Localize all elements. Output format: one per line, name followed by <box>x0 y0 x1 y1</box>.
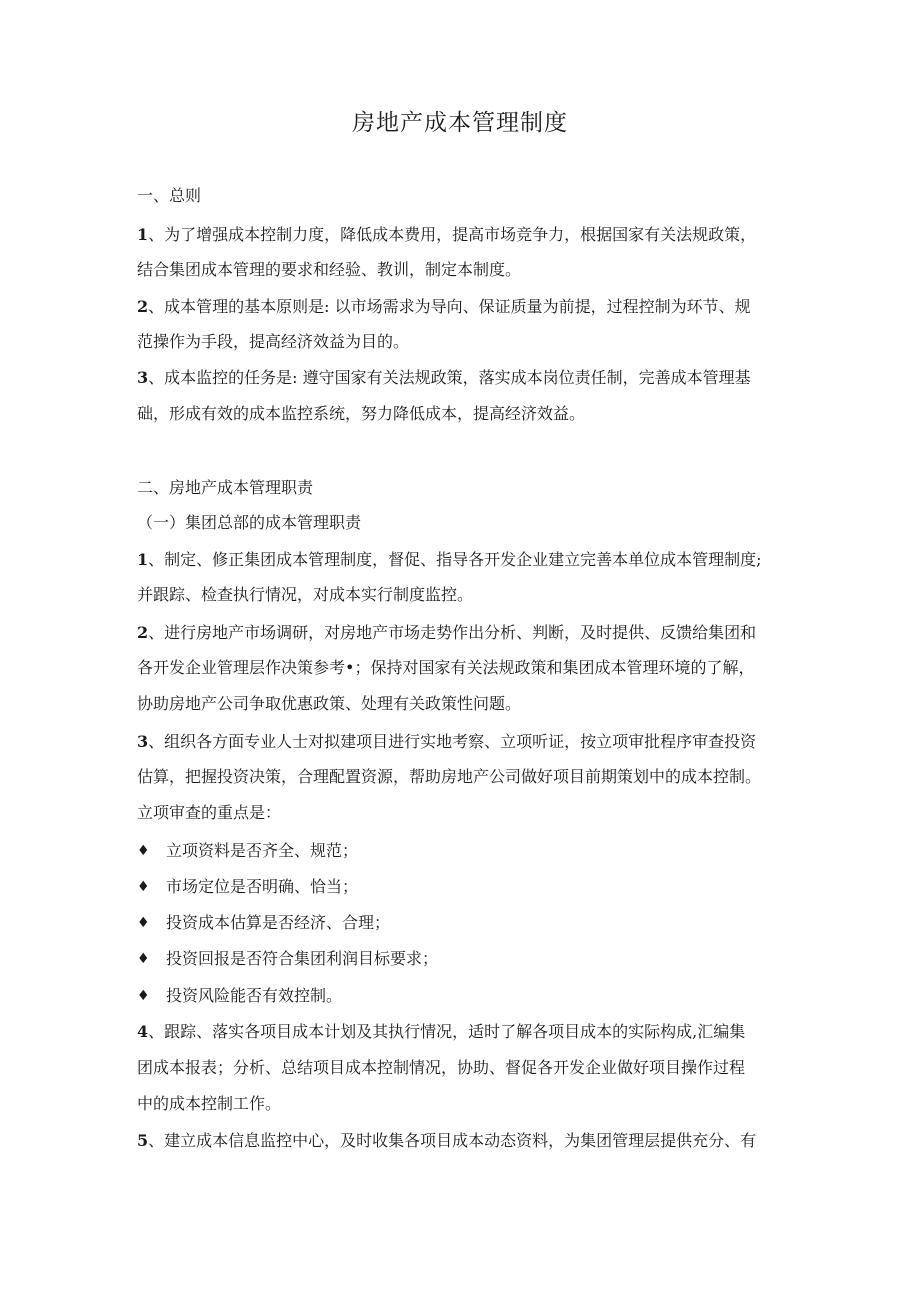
paragraph-text: 、组织各方面专业人士对拟建项目进行实地考察、立项听证，按立项审批程序审查投资 <box>148 732 757 751</box>
document-title: 房地产成本管理制度 <box>352 110 568 136</box>
paragraph-line <box>137 732 756 752</box>
paragraph-text: 、为了增强成本控制力度，降低成本费用，提高市场竞争力，根据国家有关法规政策， <box>148 225 757 244</box>
paragraph-text: 、建立成本信息监控中心，及时收集各项目成本动态资料，为集团管理层提供充分、有 <box>148 1131 757 1150</box>
paragraph-line: 中的成本控制工作。 <box>137 1094 282 1113</box>
paragraph-number: 4 <box>137 1022 149 1041</box>
paragraph-line: 结合集团成本管理的要求和经验、教训，制定本制度。 <box>137 260 522 279</box>
list-item: 投资风险能否有效控制。 <box>166 986 343 1005</box>
list-item: 市场定位是否明确、恰当； <box>166 877 359 896</box>
paragraph-text: 、进行房地产市场调研，对房地产市场走势作出分析、判断，及时提供、反馈给集团和 <box>148 623 757 642</box>
list-item: 立项资料是否齐全、规范； <box>166 841 359 860</box>
paragraph-line <box>137 1022 745 1042</box>
diamond-bullet-icon: ♦ <box>137 988 150 1004</box>
paragraph-number: 2 <box>137 623 149 642</box>
paragraph-number: 1 <box>137 550 149 569</box>
paragraph-text: 、跟踪、落实各项目成本计划及其执行情况，适时了解各项目成本的实际构成,汇编集 <box>148 1022 746 1041</box>
paragraph-line: 范操作为手段，提高经济效益为目的。 <box>137 332 410 351</box>
paragraph-text: 、成本监控的任务是: 遵守国家有关法规政策，落实成本岗位责任制，完善成本管理基 <box>148 368 751 387</box>
paragraph-number: 1 <box>137 225 149 244</box>
paragraph-number: 2 <box>137 297 149 316</box>
paragraph-line <box>137 297 751 317</box>
paragraph-line <box>137 368 751 388</box>
paragraph-number: 3 <box>137 368 149 387</box>
diamond-bullet-icon: ♦ <box>137 915 150 931</box>
diamond-bullet-icon: ♦ <box>137 843 150 859</box>
list-item: 投资回报是否符合集团利润目标要求； <box>166 949 439 968</box>
paragraph-line <box>137 623 756 643</box>
paragraph-line: 立项审查的重点是： <box>137 803 282 822</box>
paragraph-number: 5 <box>137 1131 149 1150</box>
diamond-bullet-icon: ♦ <box>137 879 150 895</box>
list-item: 投资成本估算是否经济、合理； <box>166 913 391 932</box>
section-heading: 一、总则 <box>137 186 202 205</box>
paragraph-line: 各开发企业管理层作决策参考•；保持对国家有关法规政策和集团成本管理环境的了解， <box>137 658 755 677</box>
paragraph-line: 并跟踪、检查执行情况，对成本实行制度监控。 <box>137 585 474 604</box>
paragraph-line: 础，形成有效的成本监控系统，努力降低成本，提高经济效益。 <box>137 404 586 423</box>
paragraph-text: 、制定、修正集团成本管理制度，督促、指导各开发企业建立完善本单位成本管理制度; <box>148 550 762 569</box>
paragraph-line: 协助房地产公司争取优惠政策、处理有关政策性问题。 <box>137 694 522 713</box>
paragraph-line <box>137 225 756 245</box>
paragraph-line: 团成本报表；分析、总结项目成本控制情况，协助、督促各开发企业做好项目操作过程 <box>137 1058 746 1077</box>
section-heading: 二、房地产成本管理职责 <box>137 478 314 497</box>
paragraph-line: 估算，把握投资决策，合理配置资源，帮助房地产公司做好项目前期策划中的成本控制。 <box>137 767 762 786</box>
subsection-heading: （一）集团总部的成本管理职责 <box>137 513 362 532</box>
diamond-bullet-icon: ♦ <box>137 951 150 967</box>
paragraph-line <box>137 550 762 570</box>
paragraph-number: 3 <box>137 732 149 751</box>
paragraph-line <box>137 1131 756 1151</box>
paragraph-text: 、成本管理的基本原则是: 以市场需求为导向、保证质量为前提，过程控制为环节、规 <box>148 297 751 316</box>
